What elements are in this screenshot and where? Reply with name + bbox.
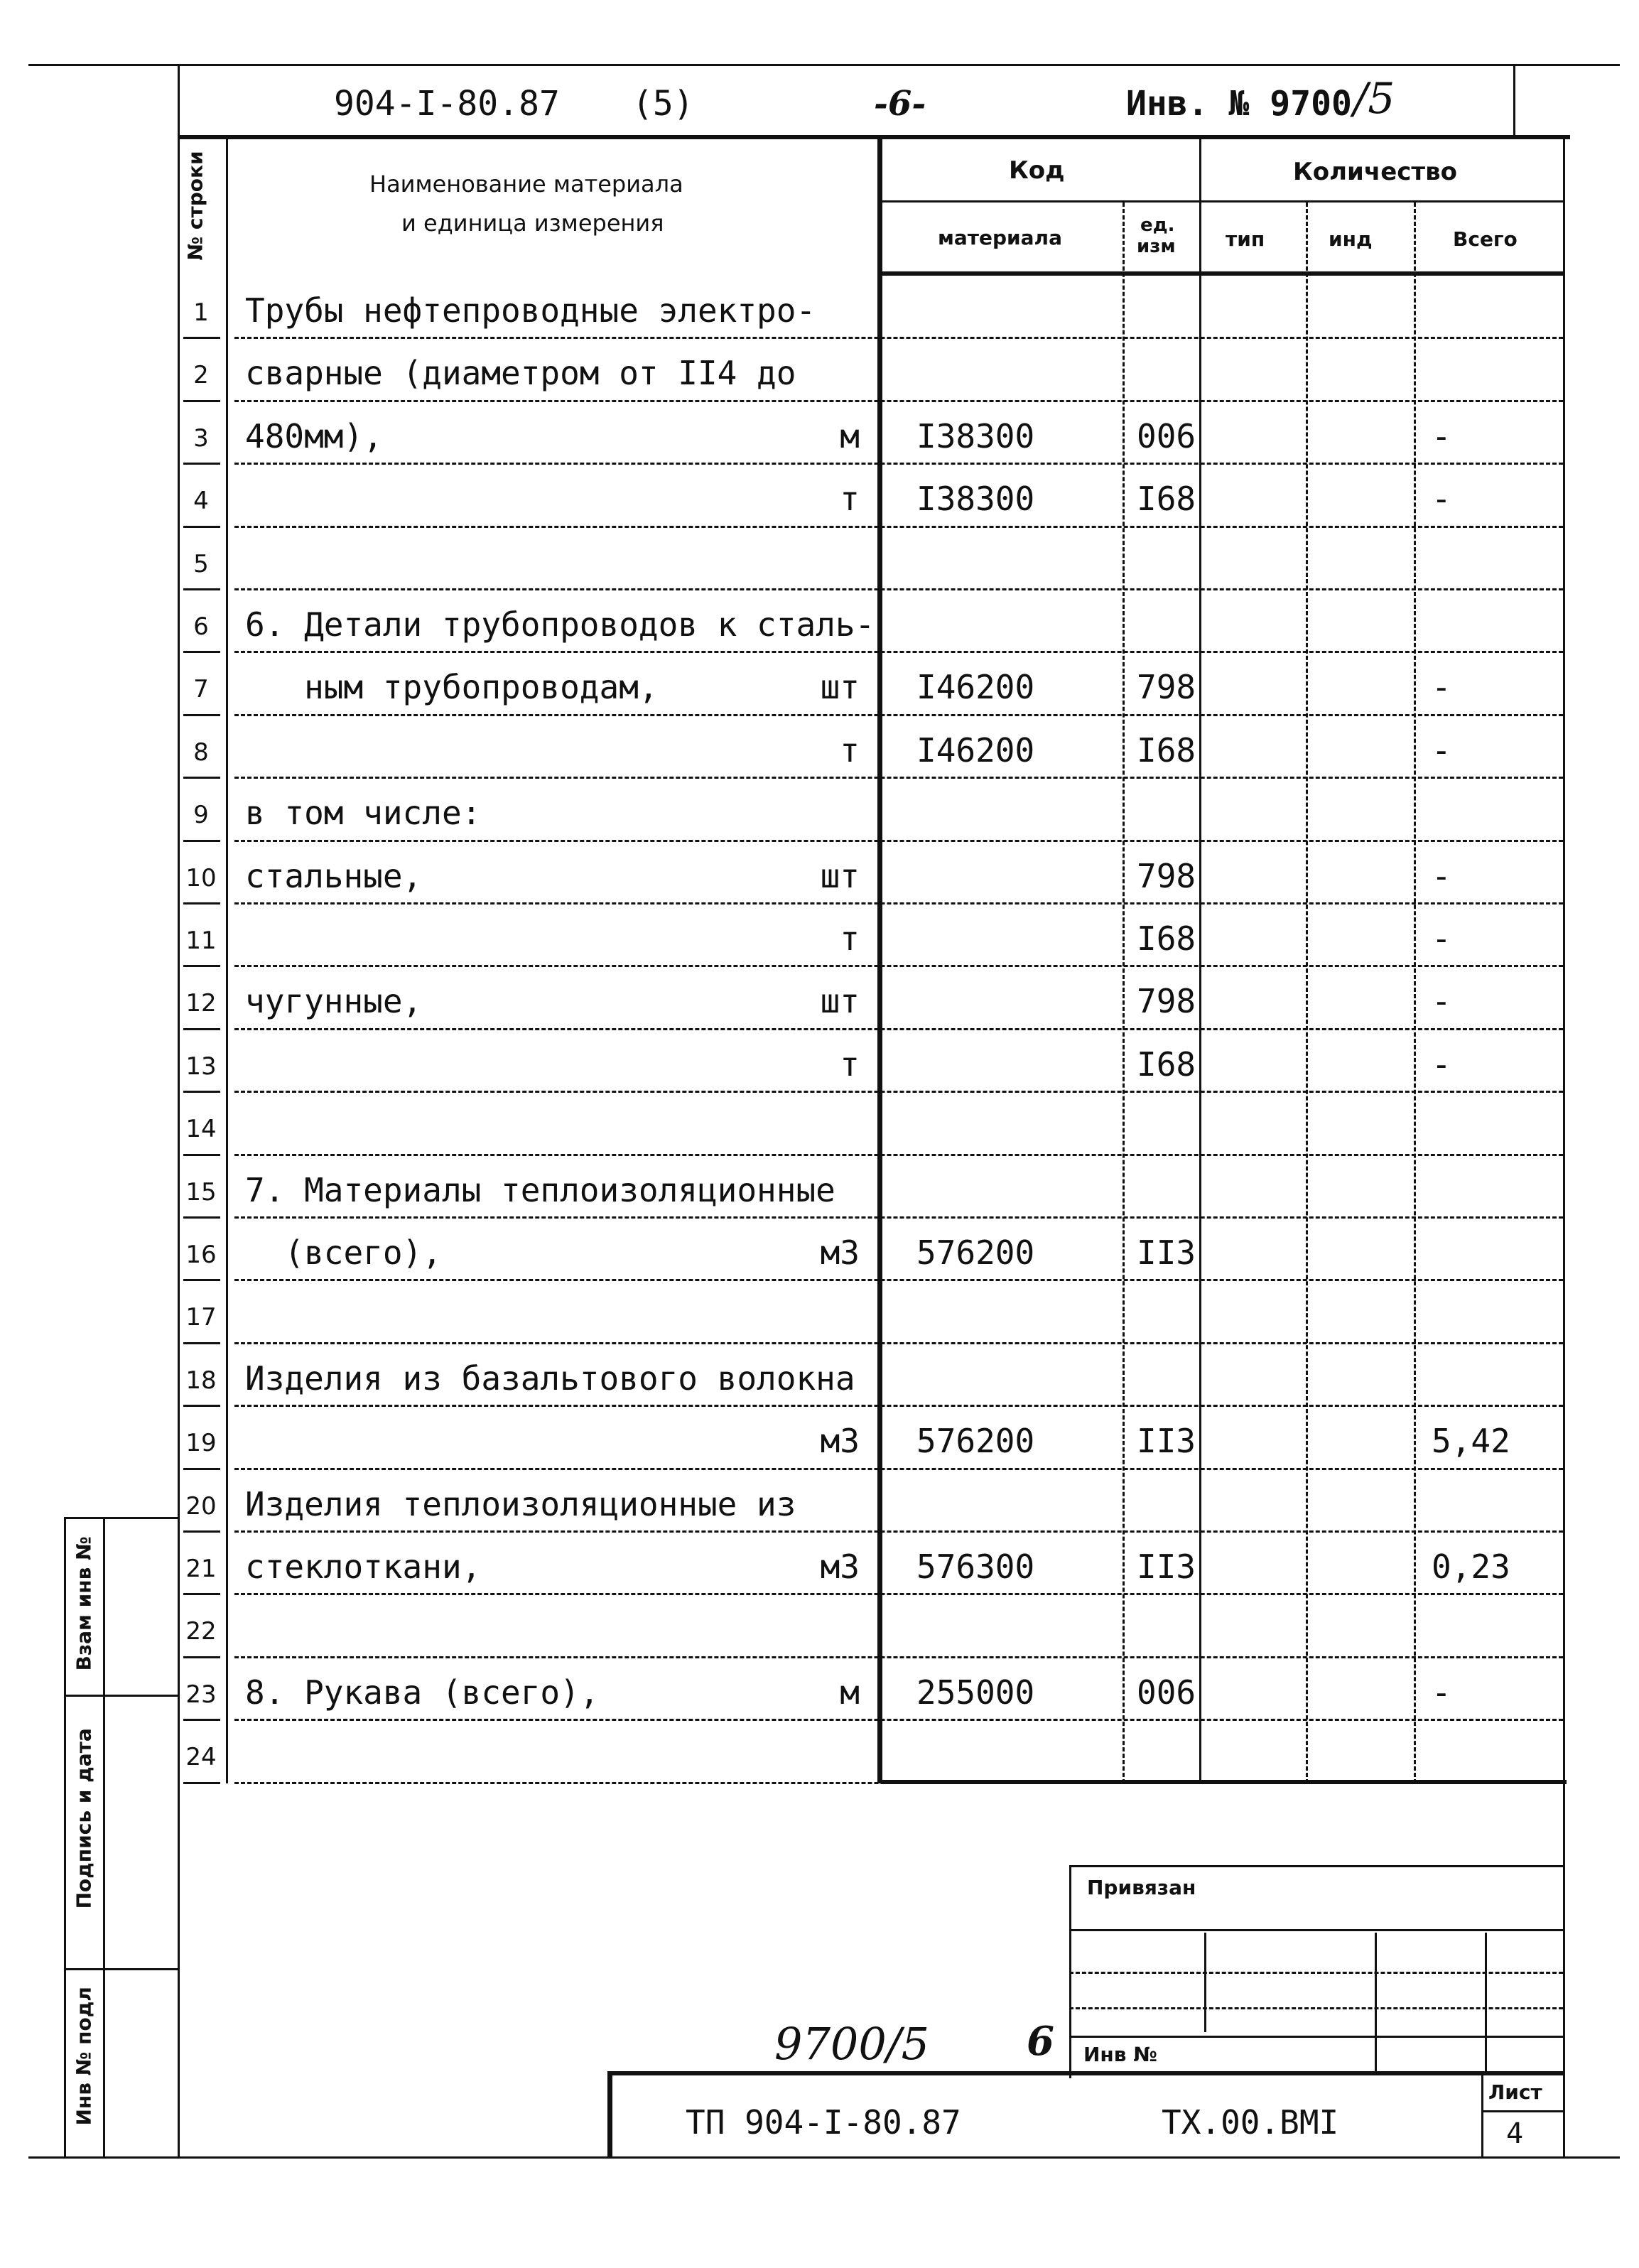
code-header: Код	[1009, 156, 1065, 185]
row-line	[183, 588, 220, 590]
unit-label: т	[840, 1044, 860, 1084]
row-line	[234, 651, 1563, 653]
type-header: тип	[1226, 227, 1265, 251]
row-line	[234, 463, 1563, 465]
privyazan-row4	[1069, 2036, 1563, 2038]
ind-total-divider	[1414, 202, 1416, 1783]
row-number: 4	[193, 487, 209, 516]
row-line	[183, 1091, 220, 1093]
row-line	[234, 777, 1563, 779]
signature-date-label: Подпись и дата	[72, 1728, 96, 1909]
row-line	[234, 1719, 1563, 1721]
title-block-top	[607, 2071, 1563, 2075]
ind-header: инд	[1329, 227, 1373, 251]
unit-code: 006	[1137, 416, 1196, 455]
material-name: 8. Рукава (всего),	[245, 1673, 600, 1712]
doc-designation: ТП 904-I-80.87	[686, 2103, 961, 2142]
unit-code: I68	[1137, 480, 1196, 519]
material-name: Изделия теплоизоляционные из	[245, 1484, 796, 1523]
privyazan-label: Привязан	[1087, 1876, 1196, 1899]
inv-label: Инв. № 9700	[1126, 84, 1352, 124]
row-line	[234, 1468, 1563, 1470]
material-name: сварные (диаметром от II4 до	[245, 354, 796, 393]
quantity-header: Количество	[1293, 158, 1458, 186]
row-line	[234, 1593, 1563, 1595]
row-line	[234, 1656, 1563, 1658]
total-header: Всего	[1453, 227, 1518, 251]
row-number: 2	[193, 361, 209, 390]
row-number: 15	[185, 1177, 217, 1206]
row-line	[234, 1279, 1563, 1281]
row-line	[183, 1342, 220, 1344]
row-number: 3	[193, 423, 209, 453]
row-number: 13	[185, 1052, 217, 1081]
row-number: 20	[185, 1491, 217, 1521]
unit-label: т	[840, 480, 860, 519]
row-number: 14	[185, 1115, 217, 1144]
unit-code: II3	[1137, 1422, 1196, 1461]
unit-label: м3	[820, 1548, 860, 1586]
unit-code: II3	[1137, 1233, 1196, 1272]
vzam-inv-label: Взам инв №	[72, 1536, 96, 1671]
side-stamp-sep1	[64, 1695, 178, 1697]
unit-label: м3	[820, 1233, 860, 1272]
privyazan-row2	[1069, 1972, 1563, 1974]
rowno-header: № строки	[183, 151, 207, 261]
row-line	[183, 777, 220, 779]
material-code: I46200	[916, 668, 1035, 707]
unit-code: 006	[1137, 1673, 1196, 1712]
row-line	[234, 1154, 1563, 1156]
unit-label: шт	[820, 982, 860, 1021]
row-line	[183, 840, 220, 842]
material-code: 576200	[916, 1422, 1035, 1461]
top-right-divider	[1513, 64, 1515, 135]
row-number: 11	[185, 927, 217, 955]
row-line	[183, 651, 220, 653]
material-code: 576300	[916, 1548, 1035, 1586]
rowno-divider	[226, 135, 228, 1783]
row-line	[234, 902, 1563, 904]
doc-code: 904-I-80.87	[334, 84, 560, 124]
material-name: (всего),	[245, 1233, 442, 1272]
unit-label: т	[840, 919, 860, 958]
unit-label: шт	[820, 856, 860, 895]
unit-code: II3	[1137, 1548, 1196, 1586]
inv-podl-label: Инв № подл	[72, 1987, 96, 2126]
quantity-total: -	[1432, 1673, 1451, 1712]
row-number: 7	[193, 675, 209, 704]
material-name: 6. Детали трубопроводов к сталь-	[245, 605, 875, 644]
material-code: I38300	[916, 480, 1035, 519]
side-stamp-sep2	[64, 1968, 178, 1970]
row-line	[183, 1279, 220, 1281]
row-number: 9	[193, 801, 209, 830]
title-block-left	[607, 2071, 612, 2156]
frame-bottom	[28, 2156, 1620, 2159]
row-line	[234, 1342, 1563, 1344]
row-line	[234, 1216, 1563, 1219]
code-left-divider	[877, 135, 882, 1783]
row-line	[183, 463, 220, 465]
row-line	[234, 1405, 1563, 1407]
material-code: 576200	[916, 1233, 1035, 1272]
row-number: 24	[185, 1743, 217, 1772]
material-name: чугунные,	[245, 982, 423, 1021]
unit-label: т	[840, 730, 860, 770]
row-number: 16	[185, 1241, 217, 1269]
row-line	[183, 1405, 220, 1407]
row-number: 8	[193, 738, 209, 767]
row-number: 19	[185, 1429, 217, 1458]
row-line	[234, 526, 1563, 528]
material-code: 255000	[916, 1673, 1035, 1712]
row-line	[234, 1091, 1563, 1093]
row-line	[183, 1530, 220, 1533]
unit-label: шт	[820, 668, 860, 707]
row-line	[183, 714, 220, 716]
material-name: стальные,	[245, 856, 423, 895]
frame-right	[1563, 135, 1565, 2156]
handwritten-inv: 9700/5	[774, 2018, 930, 2070]
unit-code: I68	[1137, 1044, 1196, 1084]
sheet-label: Лист	[1488, 2080, 1542, 2104]
row-number: 6	[193, 612, 209, 641]
privyazan-col2	[1375, 1933, 1377, 2075]
row-number: 21	[185, 1555, 217, 1583]
row-line	[183, 902, 220, 904]
material-name: Трубы нефтепроводные электро-	[245, 291, 816, 330]
name-header-line1: Наименование материала	[369, 171, 683, 198]
material-code: I38300	[916, 416, 1035, 455]
material-name: стеклоткани,	[245, 1548, 482, 1586]
unit-code: 798	[1137, 982, 1196, 1021]
sheet-cell-mid	[1481, 2110, 1563, 2112]
row-line	[234, 1028, 1563, 1030]
unit-label: м	[840, 416, 860, 455]
header-mid-line	[881, 200, 1563, 202]
privyazan-col1	[1204, 1933, 1206, 2032]
row-number: 17	[185, 1303, 217, 1332]
sheet-cell-left	[1481, 2071, 1483, 2156]
unit-code: 798	[1137, 856, 1196, 895]
material-name: Изделия из базальтового волокна	[245, 1359, 855, 1398]
unit-label: м3	[820, 1422, 860, 1461]
quantity-total: -	[1432, 982, 1451, 1021]
handwritten-sheet: 6	[1027, 2018, 1054, 2065]
row-line	[183, 1216, 220, 1219]
row-number: 23	[185, 1680, 217, 1709]
row-line	[183, 337, 220, 339]
privyazan-row3	[1069, 2007, 1563, 2009]
row-line	[183, 1468, 220, 1470]
row-line	[183, 400, 220, 402]
unit-code: I68	[1137, 919, 1196, 958]
privyazan-top	[1069, 1865, 1563, 1867]
material-name: ным трубопроводам,	[245, 668, 659, 707]
side-stamp-inner	[103, 1517, 105, 2156]
header-bottom-line	[881, 271, 1563, 276]
row-line	[183, 1593, 220, 1595]
name-header-line2: и единица измерения	[401, 210, 664, 237]
material-name: в том числе:	[245, 794, 482, 833]
frame-left	[178, 64, 180, 2156]
unit-code: I68	[1137, 730, 1196, 770]
row-line	[183, 1154, 220, 1156]
sheet-number: 4	[1506, 2117, 1524, 2150]
row-line	[234, 588, 1563, 590]
type-ind-divider	[1306, 202, 1308, 1783]
quantity-total: 0,23	[1432, 1548, 1510, 1586]
row-number: 18	[185, 1366, 217, 1395]
row-line	[234, 1530, 1563, 1533]
row-line	[234, 965, 1563, 967]
inv-no-label: Инв №	[1083, 2043, 1157, 2066]
quantity-total: -	[1432, 856, 1451, 895]
row-number: 10	[185, 863, 217, 892]
material-name: 480мм),	[245, 416, 383, 455]
privyazan-col3	[1485, 1933, 1487, 2075]
table-bottom-line	[881, 1780, 1567, 1784]
row-line	[234, 840, 1563, 842]
row-line	[183, 1782, 220, 1784]
quantity-total: -	[1432, 480, 1451, 519]
unit-code: 798	[1137, 668, 1196, 707]
row-line	[234, 714, 1563, 716]
side-stamp-outer	[64, 1517, 66, 2156]
side-stamp-top	[64, 1517, 178, 1519]
privyazan-row1	[1069, 1929, 1563, 1931]
row-number: 1	[193, 298, 209, 327]
row-line	[183, 1719, 220, 1721]
unit-header-1: ед.	[1140, 215, 1175, 236]
row-line	[234, 400, 1563, 402]
quantity-total: -	[1432, 919, 1451, 958]
row-number: 12	[185, 989, 217, 1018]
row-number: 5	[193, 549, 209, 578]
doc-mark: ТХ.00.ВМI	[1162, 2103, 1339, 2142]
quantity-total: -	[1432, 1044, 1451, 1084]
header-top-line	[178, 135, 1570, 139]
code-qty-divider	[1199, 135, 1201, 1783]
row-number: 22	[185, 1617, 217, 1646]
row-line	[234, 337, 1563, 339]
quantity-total: -	[1432, 730, 1451, 770]
doc-part: (5)	[632, 84, 694, 124]
material-header: материала	[938, 226, 1062, 249]
frame-top	[28, 64, 1620, 66]
row-line	[183, 526, 220, 528]
code-unit-divider	[1123, 202, 1125, 1783]
row-line	[183, 965, 220, 967]
inv-handwritten: /5	[1353, 74, 1395, 124]
row-line	[183, 1028, 220, 1030]
material-code: I46200	[916, 730, 1035, 770]
row-line	[183, 1656, 220, 1658]
unit-header-2: изм	[1137, 236, 1176, 257]
material-name: 7. Материалы теплоизоляционные	[245, 1170, 835, 1209]
quantity-total: -	[1432, 416, 1451, 455]
page-mark: -6-	[874, 84, 926, 124]
quantity-total: 5,42	[1432, 1422, 1510, 1461]
unit-label: м	[840, 1673, 860, 1712]
quantity-total: -	[1432, 668, 1451, 707]
